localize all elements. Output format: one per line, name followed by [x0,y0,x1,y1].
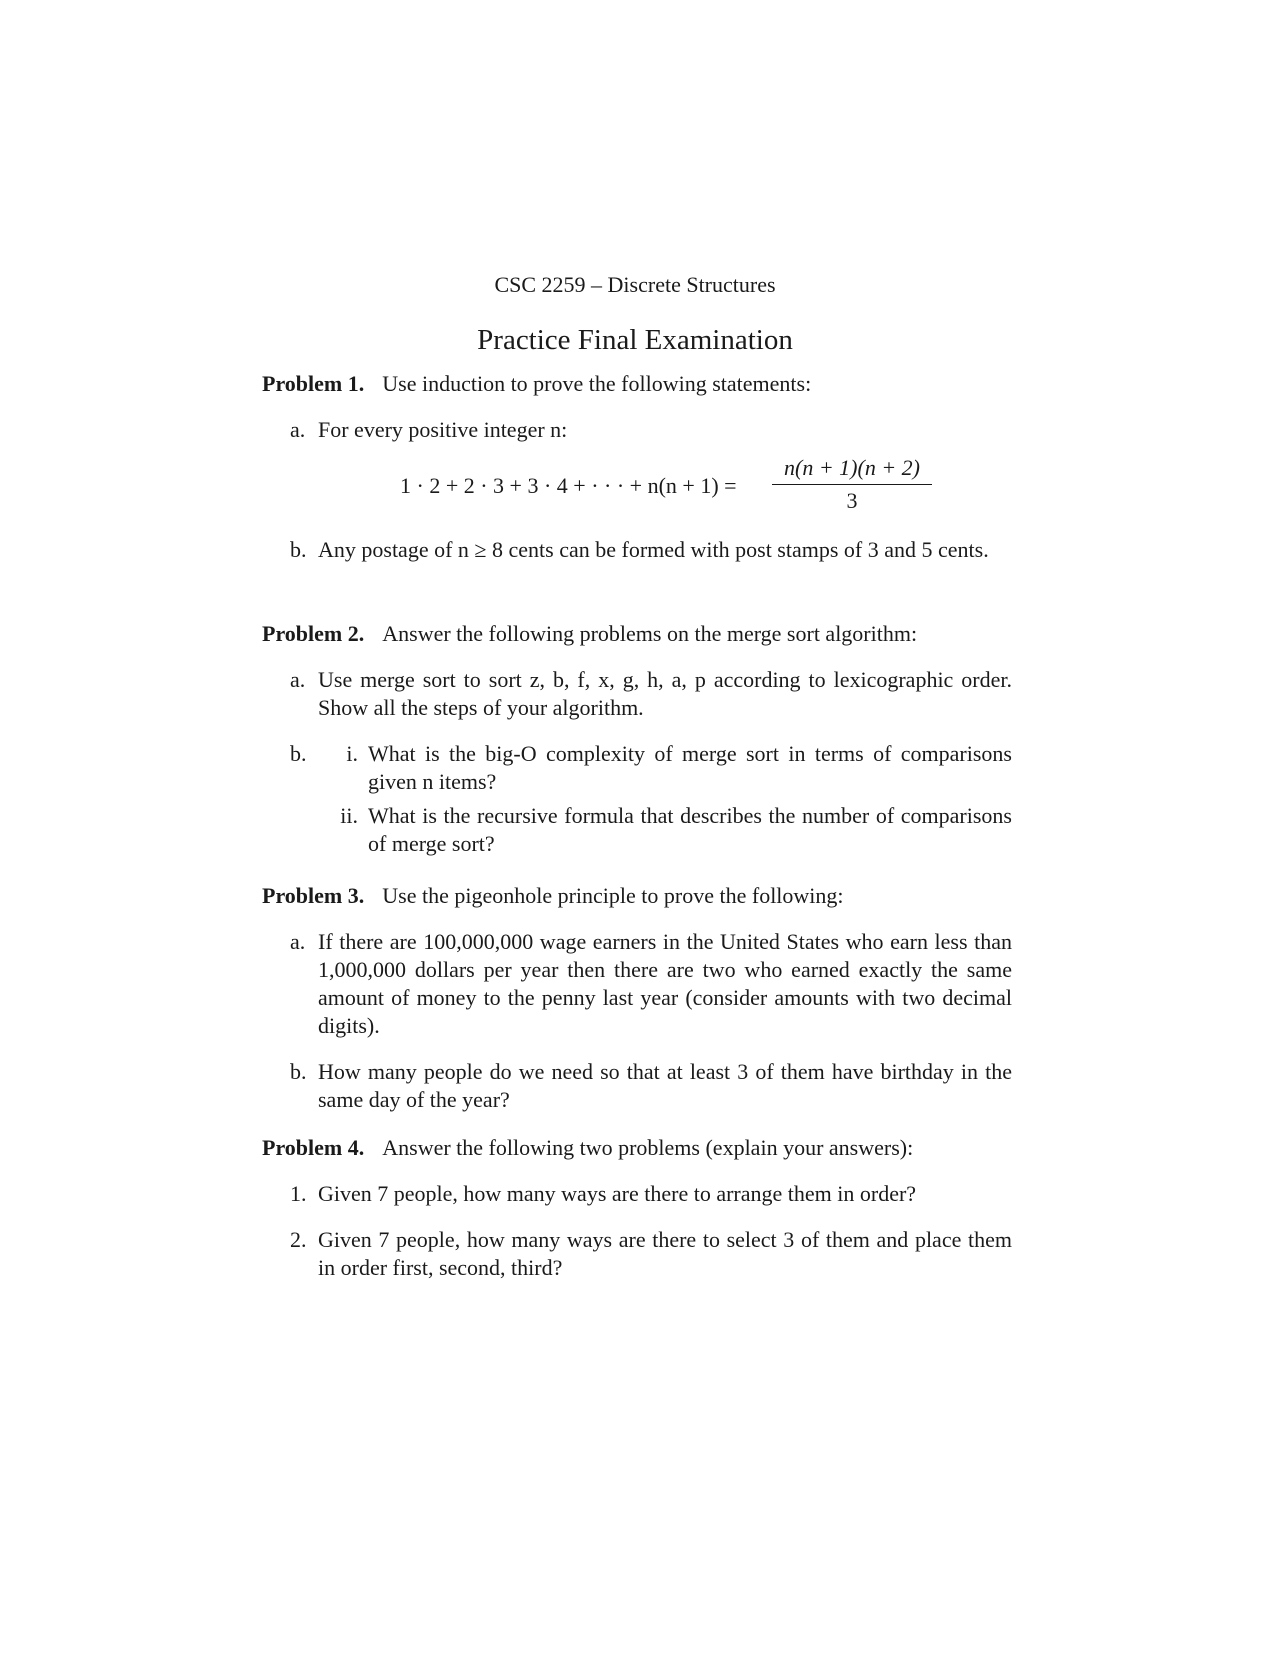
problem-2-subitem-ii [318,802,1012,858]
problem-3-item-b [262,1058,1012,1114]
problem-3-label: Problem 3. [262,883,365,908]
problem-1-heading [262,370,1012,398]
problem-3 [262,882,1012,1114]
problem-4 [262,1134,1012,1282]
subitem-marker: i. [346,741,358,766]
equation-denominator: 3 [846,488,858,513]
item-text: If there are 100,000,000 wage earners in the United States who earn less than 1,000,000 dollars per year then there are two who earned exactly the same amount of money to the penny last year (consider amounts with two decimal digits). [318,929,1012,1038]
item-marker: 2. [290,1227,307,1252]
exam-title: Practice Final Examination [477,324,793,356]
problem-4-item-2 [262,1226,1012,1282]
equation-fraction [772,454,932,515]
problem-4-label: Problem 4. [262,1135,365,1160]
problem-4-intro: Answer the following two problems (explain your answers): [382,1135,914,1160]
problem-1 [262,370,1012,564]
item-text: Any postage of n ≥ 8 cents can be formed with post stamps of 3 and 5 cents. [318,537,989,562]
problem-3-heading [262,882,1012,910]
problem-1-item-b [262,536,1012,564]
item-marker: b. [290,1059,307,1084]
problem-2-intro: Answer the following problems on the merge sort algorithm: [382,621,918,646]
problem-1-label: Problem 1. [262,371,365,396]
item-text: Given 7 people, how many ways are there to select 3 of them and place them in order first, second, third? [318,1227,1012,1280]
equation-numerator: n(n + 1)(n + 2) [772,454,932,485]
item-text: Use merge sort to sort z, b, f, x, g, h, a, p according to lexicographic order. Show all the steps of your algorithm. [318,667,1012,720]
item-text: Given 7 people, how many ways are there to arrange them in order? [318,1181,917,1206]
problem-2-item-a [262,666,1012,722]
item-marker: b. [290,741,307,766]
problem-2 [262,620,1012,858]
subitem-text: What is the big-O complexity of merge sort in terms of comparisons given n items? [368,741,1012,794]
equation-lhs: 1 · 2 + 2 · 3 + 3 · 4 + · · · + n(n + 1) = [400,473,737,498]
induction-equation [262,456,1012,520]
problem-4-item-1 [262,1180,1012,1208]
problem-4-heading [262,1134,1012,1162]
problem-2-sublist [318,740,1012,858]
item-marker: a. [290,667,306,692]
problem-2-label: Problem 2. [262,621,365,646]
problem-3-intro: Use the pigeonhole principle to prove the following: [382,883,844,908]
item-text: How many people do we need so that at least 3 of them have birthday in the same day of the year? [318,1059,1012,1112]
problem-2-item-b [262,740,1012,858]
course-title: CSC 2259 – Discrete Structures [494,272,776,297]
item-marker: b. [290,537,307,562]
item-text: For every positive integer n: [318,417,568,442]
problem-2-subitem-i [318,740,1012,796]
problem-3-item-a [262,928,1012,1040]
subitem-text: What is the recursive formula that describes the number of comparisons of merge sort? [368,803,1012,856]
item-marker: a. [290,417,306,442]
subitem-marker: ii. [340,803,358,828]
problem-1-intro: Use induction to prove the following statements: [382,371,812,396]
item-marker: a. [290,929,306,954]
problem-1-item-a [262,416,1012,444]
item-marker: 1. [290,1181,307,1206]
problem-2-heading [262,620,1012,648]
